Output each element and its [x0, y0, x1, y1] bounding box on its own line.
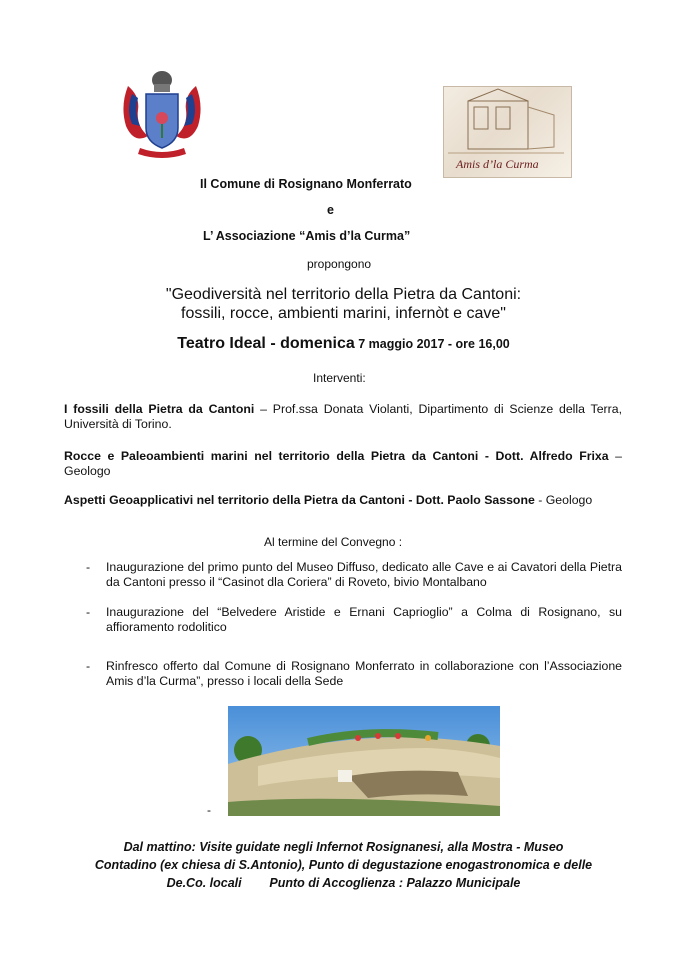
- footer-line-2: Contadino (ex chiesa di S.Antonio), Punto di degustazione enogastronomica e delle: [94, 858, 593, 872]
- photo-dash: -: [207, 803, 211, 817]
- list-item: [86, 659, 622, 689]
- talk-item: [64, 402, 622, 432]
- organizer-municipality: Il Comune di Rosignano Monferrato: [200, 177, 412, 191]
- talk-speaker: – Geologo: [64, 449, 623, 478]
- quarry-outcrop-photo: [228, 706, 500, 816]
- event-title-line-2: fossili, rocce, ambienti marini, infernòt e cave": [181, 305, 506, 322]
- footer-line-1: Dal mattino: Visite guidate negli Infernot Rosignanesi, alla Mostra - Museo: [123, 840, 564, 854]
- event-title: [60, 285, 627, 323]
- closing-activities-list: [86, 560, 622, 704]
- amis-dla-curma-logo: [443, 86, 572, 178]
- talk-item: [64, 493, 622, 508]
- talk-item: [64, 449, 622, 479]
- interventi-heading: Interventi:: [313, 371, 366, 385]
- conjunction: e: [327, 203, 334, 217]
- bullet-marker: -: [86, 560, 91, 574]
- bullet-marker: -: [86, 605, 91, 619]
- venue-name: Teatro Ideal - domenica: [177, 335, 355, 352]
- event-title-line-1: "Geodiversità nel territorio della Pietra da Cantoni:: [165, 286, 522, 303]
- list-item: [86, 605, 622, 635]
- talk-title: I fossili della Pietra da Cantoni: [64, 402, 255, 416]
- footer-notice: [60, 838, 627, 892]
- list-item: [86, 560, 622, 590]
- talk-speaker: - Geologo: [534, 493, 593, 507]
- closing-heading: Al termine del Convegno :: [264, 535, 403, 549]
- talk-speaker: – Prof.ssa Donata Violanti, Dipartimento di Scienze della Terra, Università di Torino.: [64, 402, 622, 431]
- propose-text: propongono: [307, 257, 372, 271]
- list-item-text: Rinfresco offerto dal Comune di Rosignano Monferrato in collaborazione con l’Associazione Amis d’la Curma”, presso i locali della Sede: [106, 659, 622, 688]
- talk-title: Rocce e Paleoambienti marini nel territorio della Pietra da Cantoni - Dott. Alfredo Frixa: [64, 449, 609, 463]
- footer-line-3: De.Co. locali Punto di Accoglienza : Palazzo Municipale: [166, 876, 521, 890]
- logo-caption: Amis d’la Curma: [456, 157, 539, 171]
- municipal-crest-logo: [118, 66, 206, 166]
- bullet-marker: -: [86, 659, 91, 673]
- event-date-time: 7 maggio 2017 - ore 16,00: [354, 337, 510, 351]
- event-venue-date: [60, 335, 627, 353]
- list-item-text: Inaugurazione del “Belvedere Aristide e Ernani Caprioglio” a Colma di Rosignano, su affioramento rodolitico: [106, 605, 622, 634]
- organizer-association: L’ Associazione “Amis d’la Curma”: [203, 229, 411, 243]
- list-item-text: Inaugurazione del primo punto del Museo Diffuso, dedicato alle Cave e ai Cavatori della Pietra da Cantoni presso il “Casinot dla Coriera” di Roveto, bivio Montalbano: [106, 560, 622, 589]
- talk-title: Aspetti Geoapplicativi nel territorio della Pietra da Cantoni - Dott. Paolo Sassone: [64, 493, 535, 507]
